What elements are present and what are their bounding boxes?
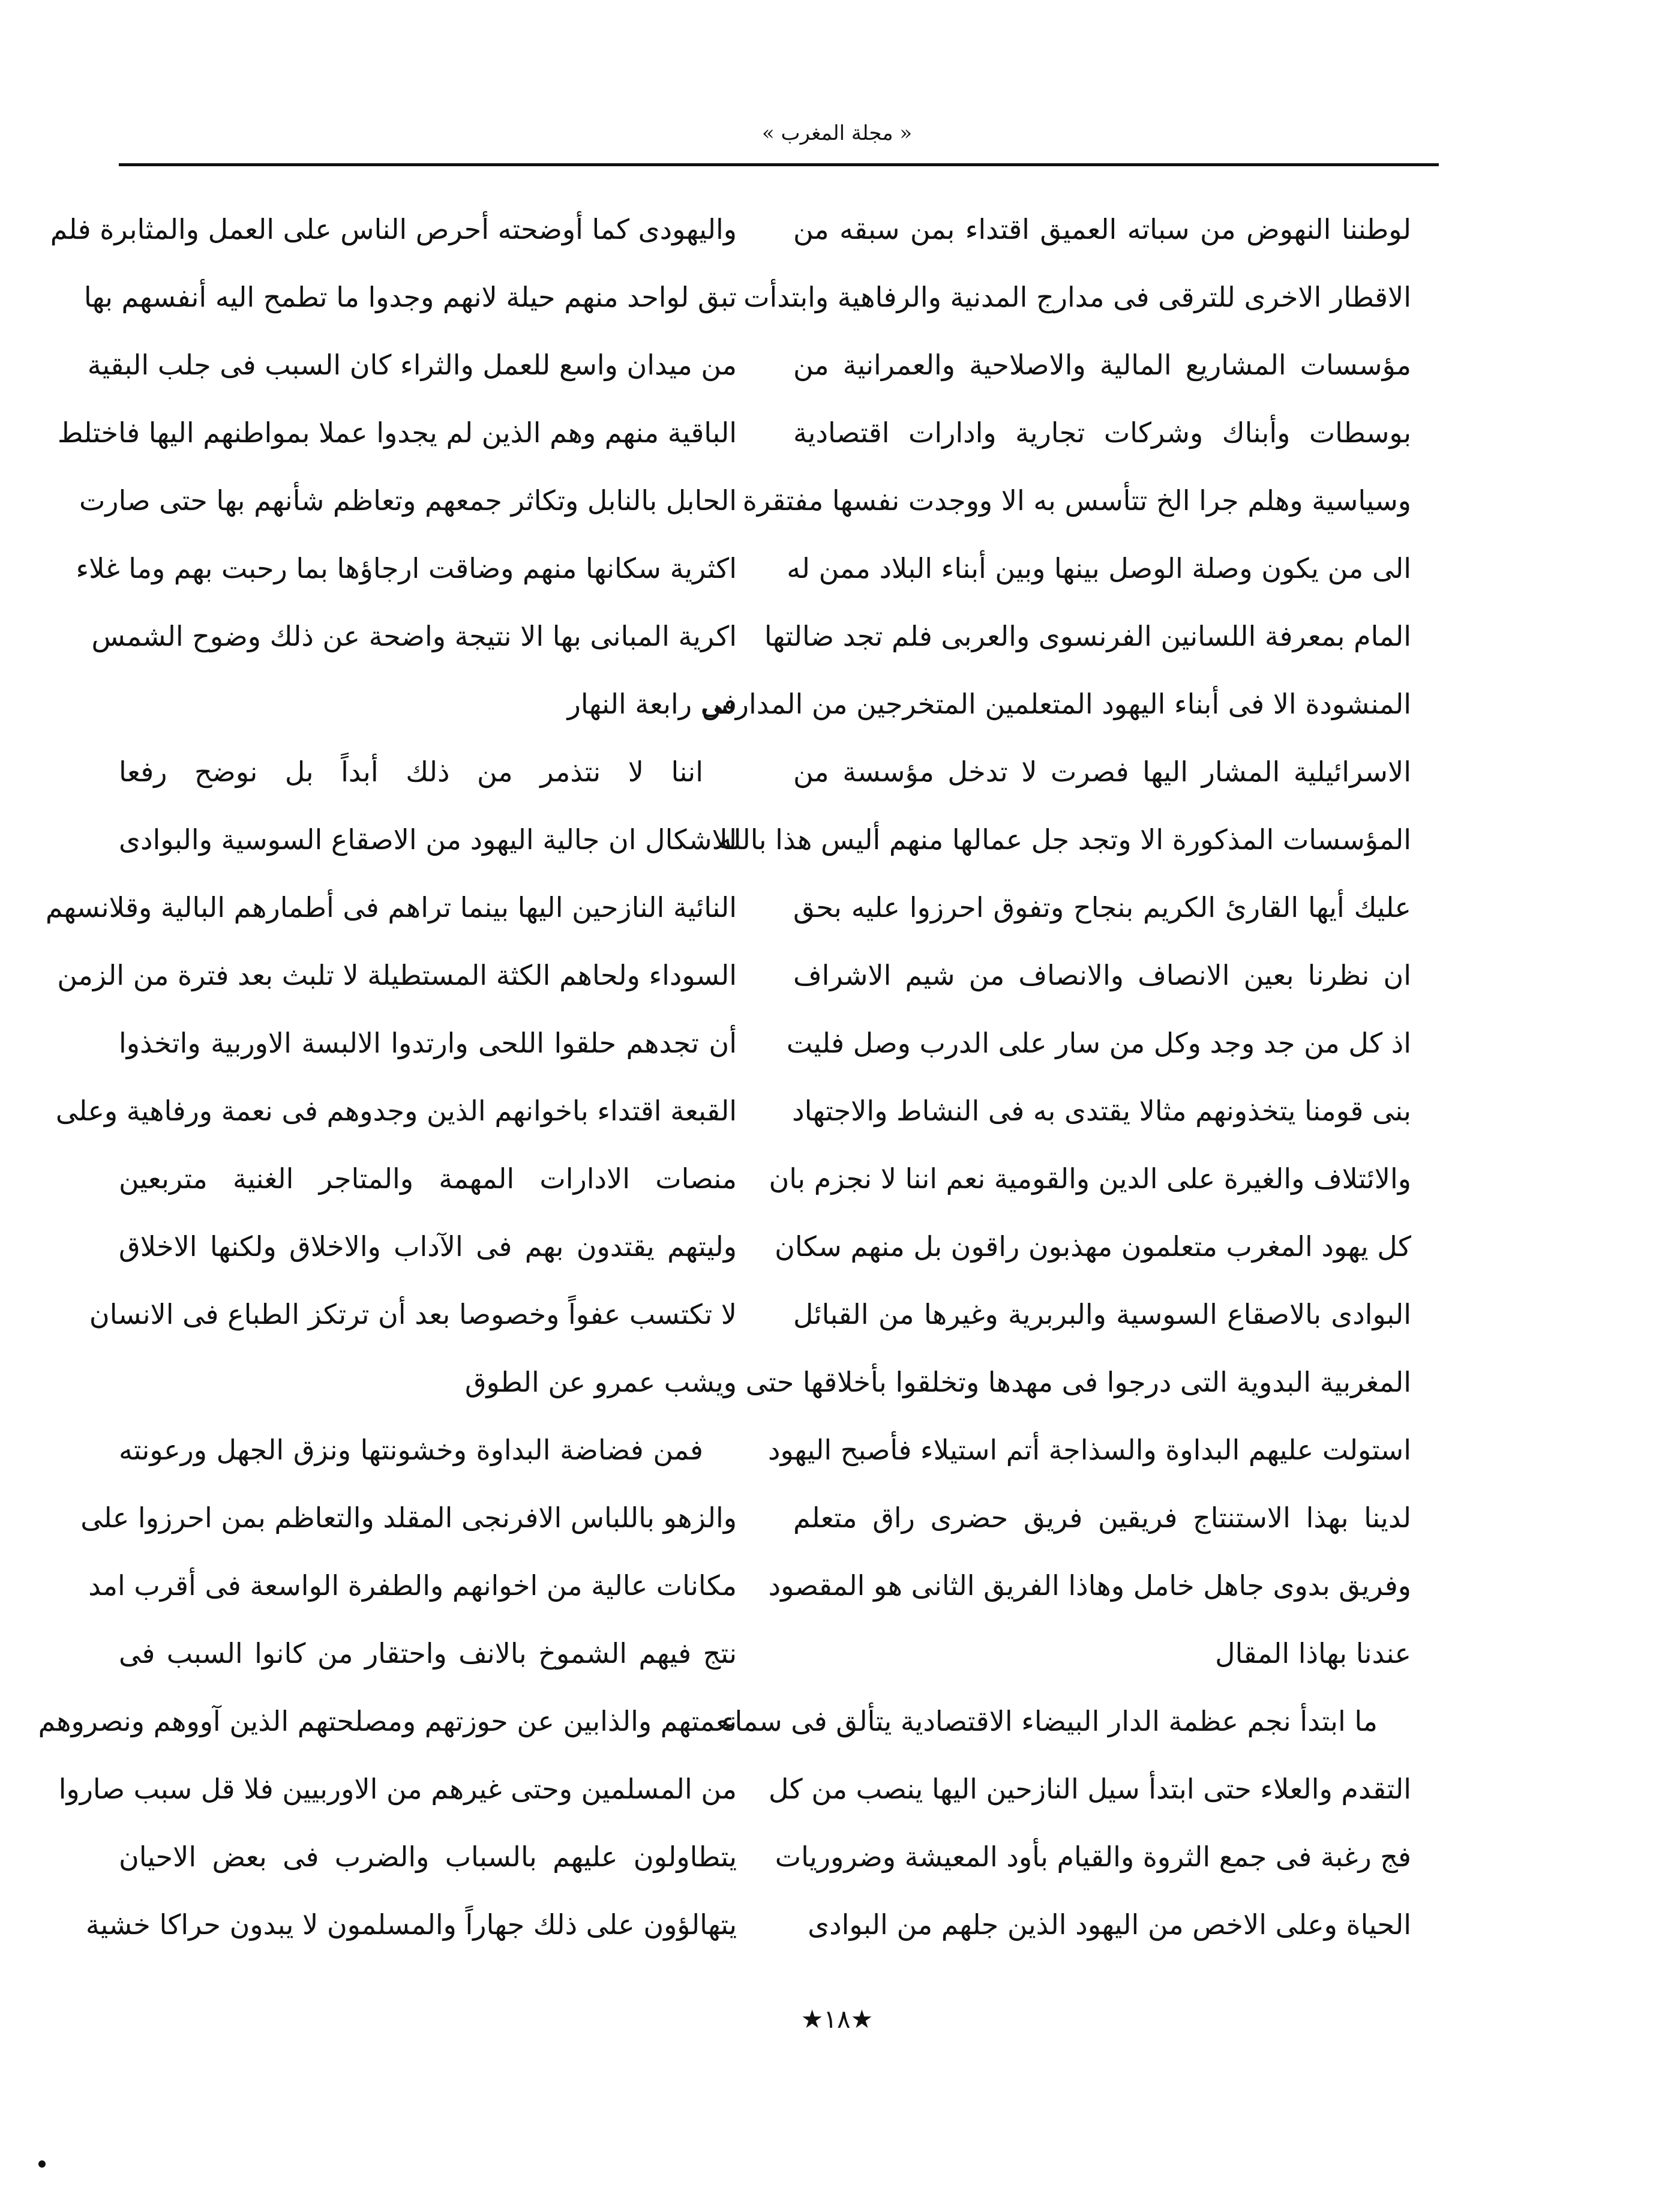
scan-speck <box>38 2160 46 2168</box>
text-line: فج رغبة فى جمع الثروة والقيام بأود المعيشة وضروريات <box>775 1841 1411 1873</box>
running-title: « مجلة المغرب » <box>761 121 913 145</box>
text-line: السوداء ولحاهم الكثة المستطيلة لا تلبث بعد فترة من الزمن <box>57 959 737 991</box>
text-line: نعمتهم والذابين عن حوزتهم ومصلحتهم الذين آووهم ونصروهم <box>38 1705 737 1737</box>
text-line: اكرية المبانى بها الا نتيجة واضحة عن ذلك وضوح الشمس <box>91 620 737 652</box>
text-line: وليتهم يقتدون بهم فى الآداب والاخلاق ولكنها الاخلاق <box>119 1230 737 1263</box>
text-line: القبعة اقتداء باخوانهم الذين وجدوهم فى نعمة ورفاهية وعلى <box>55 1095 737 1127</box>
text-line: للاشكال ان جالية اليهود من الاصقاع السوسية والبوادى <box>119 823 737 856</box>
text-line: المنشودة الا فى أبناء اليهود المتعلمين المتخرجين من المدارس <box>701 688 1411 720</box>
text-line: بوسطات وأبناك وشركات تجارية وادارات اقتصادية <box>793 416 1411 449</box>
text-line: لوطننا النهوض من سباته العميق اقتداء بمن سبقه من <box>793 213 1411 245</box>
text-line: لا تكتسب عفواً وخصوصا بعد أن ترتكز الطباع فى الانسان <box>89 1298 737 1330</box>
text-line: يتهالؤون على ذلك جهاراً والمسلمون لا يبدون حراكا خشية <box>85 1908 737 1941</box>
text-line: مؤسسات المشاريع المالية والاصلاحية والعمرانية من <box>793 349 1411 381</box>
text-line: البوادى بالاصقاع السوسية والبربرية وغيرها من القبائل <box>793 1298 1411 1330</box>
text-line: الى من يكون وصلة الوصل بينها وبين أبناء البلاد ممن له <box>787 552 1411 585</box>
text-line: المغربية البدوية التى درجوا فى مهدها وتخلقوا بأخلاقها حتى <box>745 1366 1411 1398</box>
text-line: والائتلاف والغيرة على الدين والقومية نعم اننا لا نجزم بان <box>769 1162 1411 1195</box>
text-line: وفريق بدوى جاهل خامل وهاذا الفريق الثانى هو المقصود <box>768 1569 1411 1602</box>
text-column-right <box>701 196 1411 1959</box>
text-line: الحياة وعلى الاخص من اليهود الذين جلهم من البوادى <box>808 1908 1411 1941</box>
text-line: والزهو باللباس الافرنجى المقلد والتعاظم بمن احرزوا على <box>80 1501 737 1534</box>
text-line: الحابل بالنابل وتكاثر جمعهم وتعاظم شأنهم بها حتى صارت <box>79 484 737 517</box>
text-line: فمن فضاضة البداوة وخشونتها ونزق الجهل ورعونته <box>119 1434 703 1466</box>
text-line: عليك أيها القارئ الكريم بنجاح وتفوق احرزوا عليه بحق <box>793 891 1411 924</box>
text-line: اننا لا نتذمر من ذلك أبداً بل نوضح رفعا <box>119 756 703 788</box>
text-line: من المسلمين وحتى غيرهم من الاوربيين فلا قل سبب صاروا <box>58 1773 737 1805</box>
text-line: التقدم والعلاء حتى ابتدأ سيل النازحين اليها ينصب من كل <box>768 1773 1411 1805</box>
text-line: من ميدان واسع للعمل والثراء كان السبب فى جلب البقية <box>87 349 737 381</box>
text-line: يتطاولون عليهم بالسباب والضرب فى بعض الاحيان <box>119 1841 737 1873</box>
text-line: تبق لواحد منهم حيلة لانهم وجدوا ما تطمح اليه أنفسهم بها <box>83 281 737 313</box>
text-line: المؤسسات المذكورة الا وتجد جل عمالها منهم أليس هذا بالله <box>718 823 1411 856</box>
text-line: ويشب عمرو عن الطوق <box>464 1366 737 1398</box>
text-line: اذ كل من جد وجد وكل من سار على الدرب وصل فليت <box>786 1027 1411 1059</box>
text-line: المام بمعرفة اللسانين الفرنسوى والعربى فلم تجد ضالتها <box>764 620 1411 652</box>
text-line: الاقطار الاخرى للترقى فى مدارج المدنية والرفاهية وابتدأت <box>743 281 1411 313</box>
text-line: أن تجدهم حلقوا اللحى وارتدوا الالبسة الاوربية واتخذوا <box>119 1027 737 1059</box>
text-line: فى رابعة النهار <box>567 688 737 720</box>
text-line: نتج فيهم الشموخ بالانف واحتقار من كانوا السبب فى <box>119 1637 737 1670</box>
text-line: مكانات عالية من اخوانهم والطفرة الواسعة فى أقرب امد <box>88 1569 737 1602</box>
text-line: استولت عليهم البداوة والسذاجة أتم استيلاء فأصبح اليهود <box>768 1434 1411 1466</box>
text-line: كل يهود المغرب متعلمون مهذبون راقون بل منهم سكان <box>775 1230 1411 1263</box>
text-column-left <box>38 196 737 1959</box>
text-line: ما ابتدأ نجم عظمة الدار البيضاء الاقتصادية يتألق فى سماء <box>721 1705 1378 1737</box>
text-line: ان نظرنا بعين الانصاف والانصاف من شيم الاشراف <box>793 959 1411 991</box>
text-line: عندنا بهاذا المقال <box>1215 1637 1411 1670</box>
text-line: النائية النازحين اليها بينما تراهم فى أطمارهم البالية وقلانسهم <box>45 891 737 924</box>
text-line: الاسرائيلية المشار اليها فصرت لا تدخل مؤسسة من <box>793 756 1411 788</box>
text-line: بنى قومنا يتخذونهم مثالا يقتدى به فى النشاط والاجتهاد <box>792 1095 1411 1127</box>
header-rule <box>119 163 1439 166</box>
text-line: لدينا بهذا الاستنتاج فريقين فريق حضرى راق متعلم <box>793 1501 1411 1534</box>
text-line: الباقية منهم وهم الذين لم يجدوا عملا بمواطنهم اليها فاختلط <box>57 416 737 449</box>
text-line: اكثرية سكانها منهم وضاقت ارجاؤها بما رحبت بهم وما غلاء <box>76 552 737 585</box>
text-line: وسياسية وهلم جرا الخ تتأسس به الا ووجدت نفسها مفتقرة <box>742 484 1411 517</box>
page-number: ★١٨★ <box>800 2004 874 2034</box>
text-line: واليهودى كما أوضحته أحرص الناس على العمل والمثابرة فلم <box>50 213 737 245</box>
text-line: منصات الادارات المهمة والمتاجر الغنية متربعين <box>119 1162 737 1195</box>
